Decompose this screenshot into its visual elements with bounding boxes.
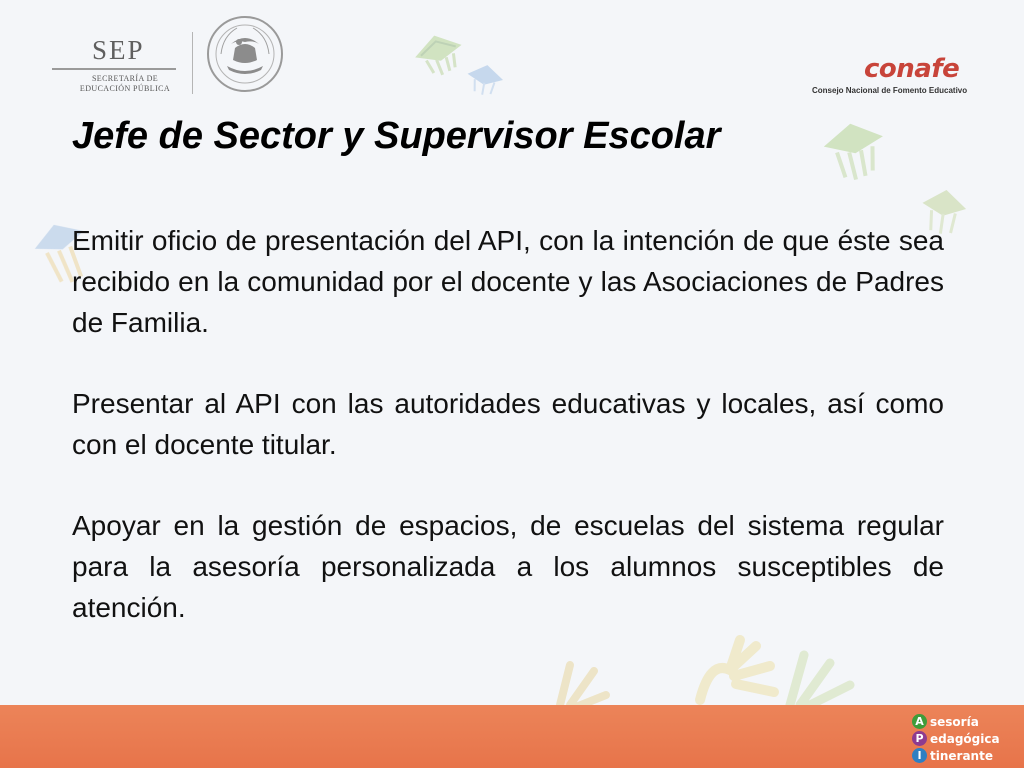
footer-band — [0, 705, 1024, 768]
sep-logo — [52, 34, 192, 96]
hand-print-icon — [790, 655, 850, 707]
logo-divider — [192, 32, 193, 94]
flying-book-icon — [821, 119, 890, 185]
flying-book-icon — [411, 29, 468, 80]
conafe-logo — [812, 54, 968, 96]
conafe-subtitle: Consejo Nacional de Fomento Educativo — [812, 86, 968, 95]
api-logo — [912, 713, 1022, 767]
sep-subtitle-line1: SECRETARÍA DE — [91, 74, 159, 83]
sep-subtitle-line2: EDUCACIÓN PÚBLICA — [79, 84, 171, 93]
hand-print-icon — [700, 640, 774, 700]
paragraph-1: Emitir oficio de presentación del API, con la intención de que éste sea recibido en la comunidad por el docente y las Asociaciones de Padres de Familia. — [72, 225, 944, 338]
conafe-wordmark: conafe — [864, 54, 960, 84]
api-logo-line2: edagógica — [930, 731, 1000, 746]
api-logo-row-3 — [912, 747, 1022, 764]
hand-print-icon — [560, 665, 606, 707]
letter-i-icon: I — [912, 748, 927, 763]
paragraph-3: Apoyar en la gestión de espacios, de escuelas del sistema regular para la asesoría personalizada a los alumnos susceptibles de atención. — [72, 510, 944, 623]
coat-of-arms-seal-icon — [205, 14, 285, 94]
flying-book-icon — [464, 62, 505, 98]
api-logo-line3: tinerante — [930, 748, 993, 763]
api-logo-row-1 — [912, 713, 1022, 730]
sep-subtitle — [70, 74, 180, 94]
sep-rule — [52, 68, 176, 70]
api-logo-row-2 — [912, 730, 1022, 747]
sep-wordmark: SEP — [92, 35, 145, 65]
slide-title: Jefe de Sector y Supervisor Escolar — [72, 115, 721, 157]
letter-a-icon: A — [912, 714, 927, 729]
letter-p-icon: P — [912, 731, 927, 746]
paragraph-2: Presentar al API con las autoridades educativas y locales, así como con el docente titular. — [72, 388, 944, 460]
api-logo-line1: sesoría — [930, 714, 979, 729]
